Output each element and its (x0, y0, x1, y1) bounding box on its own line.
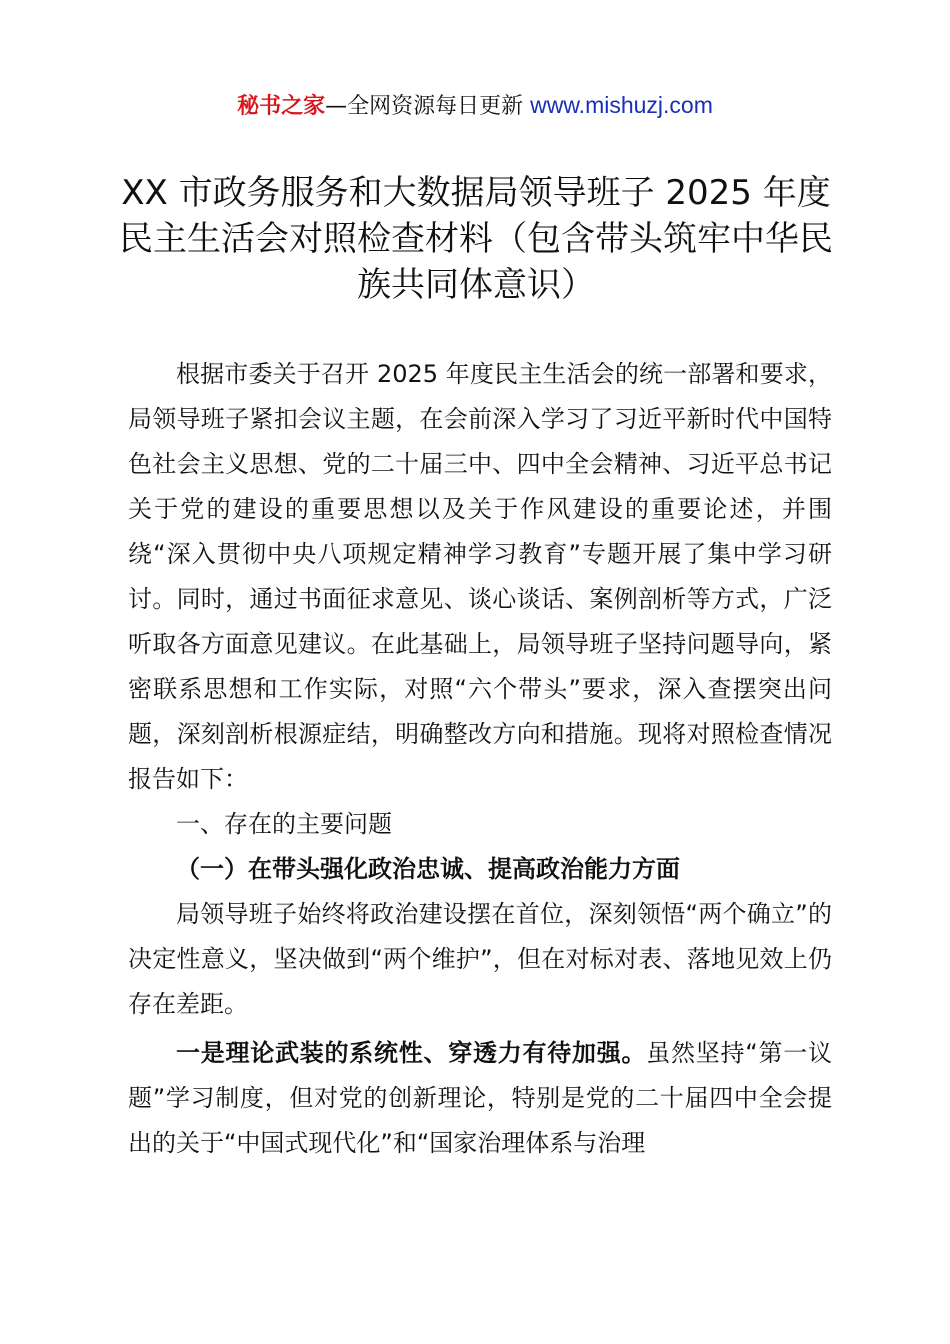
point-lead: 一是理论武装的系统性、穿透力有待加强。 (176, 1039, 647, 1067)
body-paragraph: 局领导班子始终将政治建设摆在首位，深刻领悟“两个确立”的决定性意义，坚决做到“两个维护”，但在对标对表、落地见效上仍存在差距。 (128, 900, 832, 1018)
point-text: 虽然坚持“第一议题”学习制度，但对党的创新理论，特别是党的二十届四中全会提出的关于“中国式现代化”和“国家治理体系与治理 (128, 1039, 832, 1157)
document-body (128, 352, 832, 1166)
intro-paragraph: 根据市委关于召开 2025 年度民主生活会的统一部署和要求，局领导班子紧扣会议主题，在会前深入学习了习近平新时代中国特色社会主义思想、党的二十届三中、四中全会精神、习近平总书记关于党的建设的重要思想以及关于作风建设的重要论述，并围绕“深入贯彻中央八项规定精神学习教育”专题开展了集中学习研讨。同时，通过书面征求意见、谈心谈话、案例剖析等方式，广泛听取各方面意见建议。在此基础上，局领导班子坚持问题导向，紧密联系思想和工作实际，对照“六个带头”要求，深入查摆突出问题，深刻剖析根源症结，明确整改方向和措施。现将对照检查情况报告如下： (128, 360, 832, 793)
document-title: XX 市政务服务和大数据局领导班子 2025 年度民主生活会对照检查材料（包含带头筑牢中华民族共同体意识） (119, 173, 833, 305)
point-paragraph (128, 1031, 832, 1166)
site-url-link[interactable]: www.mishuzj.com (530, 92, 713, 118)
section-heading: 一、存在的主要问题 (176, 810, 392, 838)
site-header (0, 88, 950, 124)
brand-name: 秘书之家 (237, 94, 326, 119)
header-slogan: —全网资源每日更新 (325, 94, 531, 119)
subsection-heading: （一）在带头强化政治忠诚、提高政治能力方面 (176, 855, 680, 883)
